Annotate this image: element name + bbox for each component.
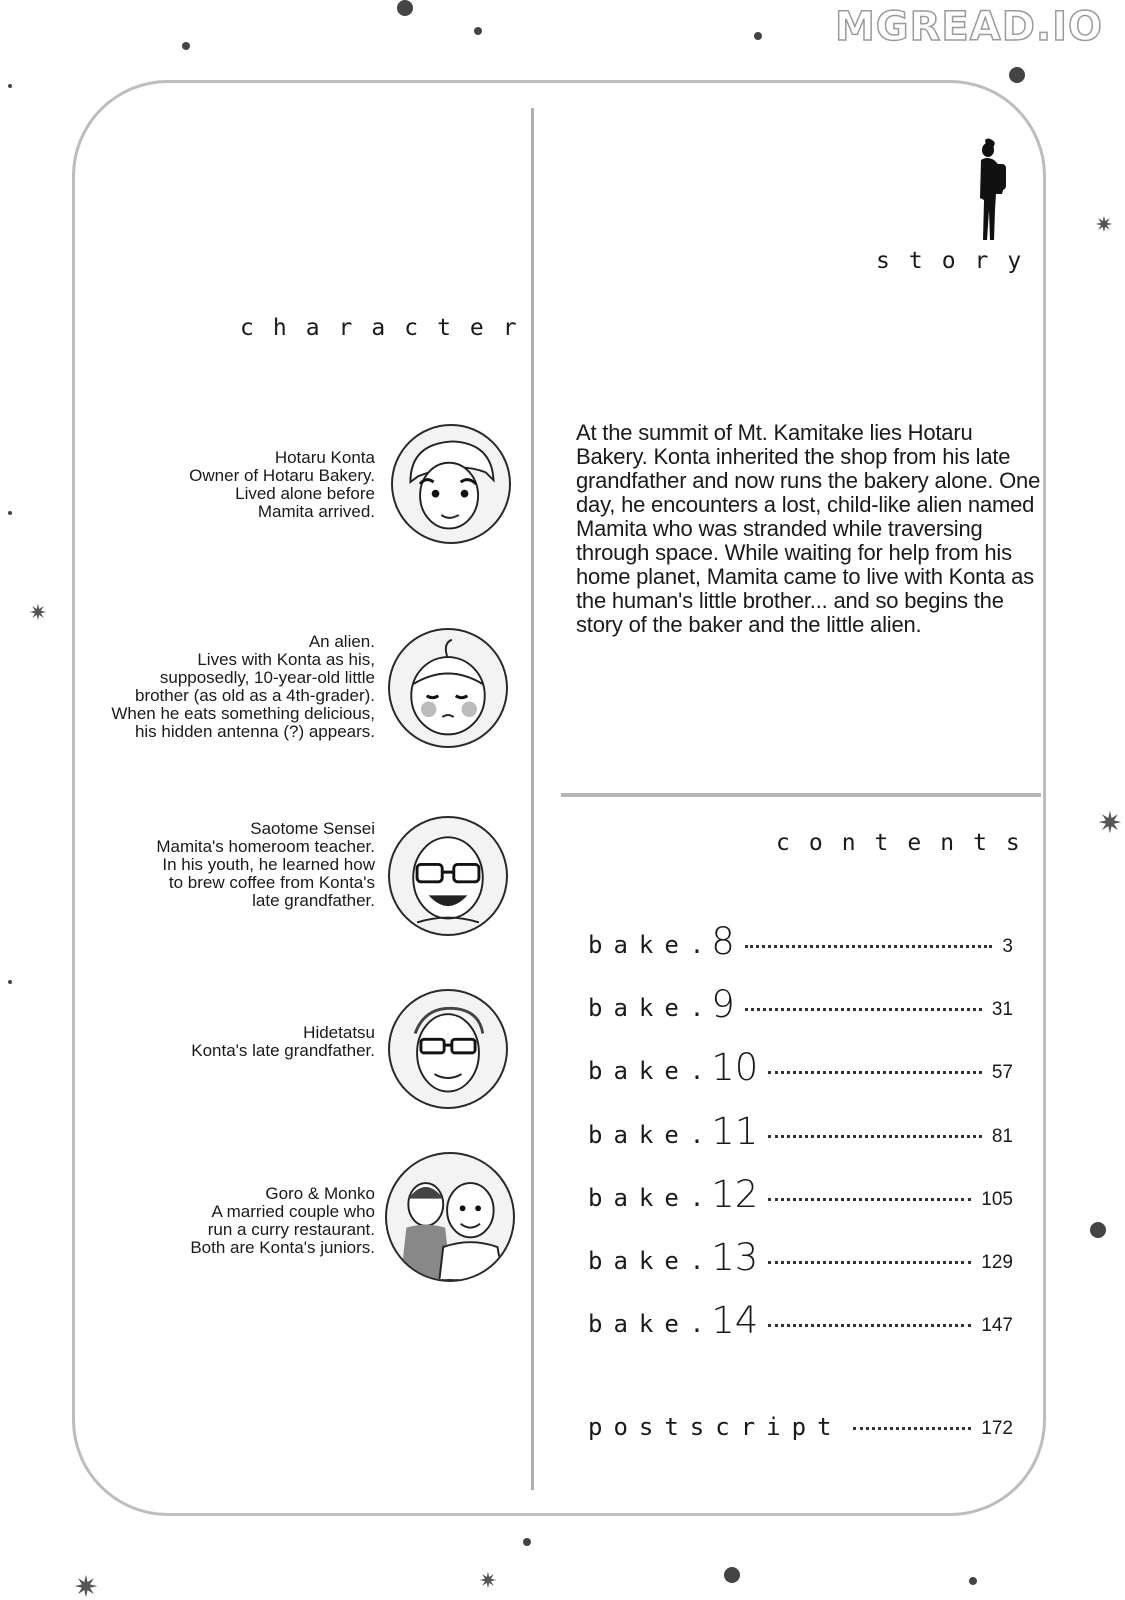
toc-entry [588,918,1013,963]
toc-dot-leader [768,1323,971,1327]
character-name: An alien. [308,632,375,651]
toc-page-number: 147 [981,1315,1013,1336]
character-line: A married couple who [211,1202,375,1221]
watermark: MGREAD.IO [834,4,1103,50]
character-description [0,1024,375,1060]
toc-label: bake. [588,931,716,959]
hidetatsu-portrait-icon [388,989,508,1109]
toc-dot-leader [853,1426,972,1430]
character-line: Lives with Konta as his, [197,650,375,669]
toc-entry [588,1400,1013,1442]
toc-dot-leader [768,1070,982,1074]
svg-text:✷: ✷ [73,1570,99,1600]
toc-label: bake. [588,1310,716,1338]
character-line: his hidden antenna (?) appears. [134,722,375,741]
character-description [0,1185,375,1257]
toc-page-number: 172 [981,1418,1013,1439]
toc-label: postscript [588,1413,843,1441]
toc-page-number: 31 [991,999,1013,1020]
character-line: In his youth, he learned how [162,855,375,874]
toc-page-number: 57 [991,1062,1013,1083]
saotome-portrait-icon [388,816,508,936]
mamita-portrait-icon [388,628,508,748]
character-name: Hotaru Konta [274,448,375,467]
character-name: Goro & Monko [265,1184,375,1203]
toc-entry [588,1171,1013,1216]
character-line: run a curry restaurant. [207,1220,375,1239]
toc-label: bake. [588,1057,716,1085]
character-name: Saotome Sensei [250,819,375,838]
toc-chapter-number: 9 [711,983,735,1026]
section-divider [561,793,1041,797]
toc-chapter-number: 12 [711,1173,759,1216]
konta-portrait-icon [391,424,511,544]
toc-dot-leader [768,1197,971,1201]
character-line: to brew coffee from Konta's [168,873,375,892]
toc-label: bake. [588,1247,716,1275]
toc-page-number: 81 [991,1126,1013,1147]
character-line: brother (as old as a 4th-grader). [134,686,375,705]
toc-page-number: 105 [981,1189,1013,1210]
character-line: Mamita arrived. [257,502,375,521]
toc-label: bake. [588,1184,716,1212]
character-line: supposedly, 10-year-old little [159,668,375,687]
character-line: late grandfather. [252,891,375,910]
character-line: When he eats something delicious, [111,704,375,723]
svg-text:✷: ✷ [1097,806,1123,841]
child-silhouette-icon [976,138,1010,244]
toc-dot-leader [768,1260,971,1264]
character-description [0,633,375,741]
toc-entry [588,1044,1013,1089]
character-line: Both are Konta's juniors. [190,1238,375,1257]
svg-text:✷: ✷ [28,601,48,626]
svg-text:✷: ✷ [478,1569,498,1594]
character-description [0,820,375,910]
toc-entry [588,1234,1013,1279]
heading-contents: contents [776,830,1039,856]
heading-story: story [876,248,1041,274]
story-synopsis: At the summit of Mt. Kamitake lies Hotaru Bakery. Konta inherited the shop from his late grandfather and now runs the bakery alone. One day, he encounters a lost, child-like alien named Mamita who was stranded while traversing through space. While waiting for help from his home planet, Mamita came to live with Konta as the human's little brother... and so begins the story of the baker and the little alien. [576,420,1041,637]
goro-monko-portrait-icon [385,1152,515,1282]
character-line: Lived alone before [235,484,375,503]
character-line: Owner of Hotaru Bakery. [189,466,375,485]
toc-page-number: 3 [1002,936,1013,957]
character-description [0,449,375,521]
toc-chapter-number: 13 [711,1236,759,1279]
toc-chapter-number: 14 [711,1299,759,1342]
character-line: Mamita's homeroom teacher. [156,837,375,856]
svg-text:✷: ✷ [1094,213,1114,238]
toc-chapter-number: 8 [711,920,735,963]
toc-dot-leader [745,944,993,948]
toc-label: bake. [588,994,716,1022]
toc-chapter-number: 10 [711,1046,759,1089]
toc-entry [588,1108,1013,1153]
toc-entry [588,981,1013,1026]
heading-character: character [240,315,536,341]
toc-page-number: 129 [981,1252,1013,1273]
toc-dot-leader [745,1007,982,1011]
toc-dot-leader [768,1134,982,1138]
character-line: Konta's late grandfather. [191,1041,375,1060]
toc-chapter-number: 11 [711,1110,759,1153]
toc-entry [588,1297,1013,1342]
character-name: Hidetatsu [303,1023,375,1042]
toc-label: bake. [588,1121,716,1149]
